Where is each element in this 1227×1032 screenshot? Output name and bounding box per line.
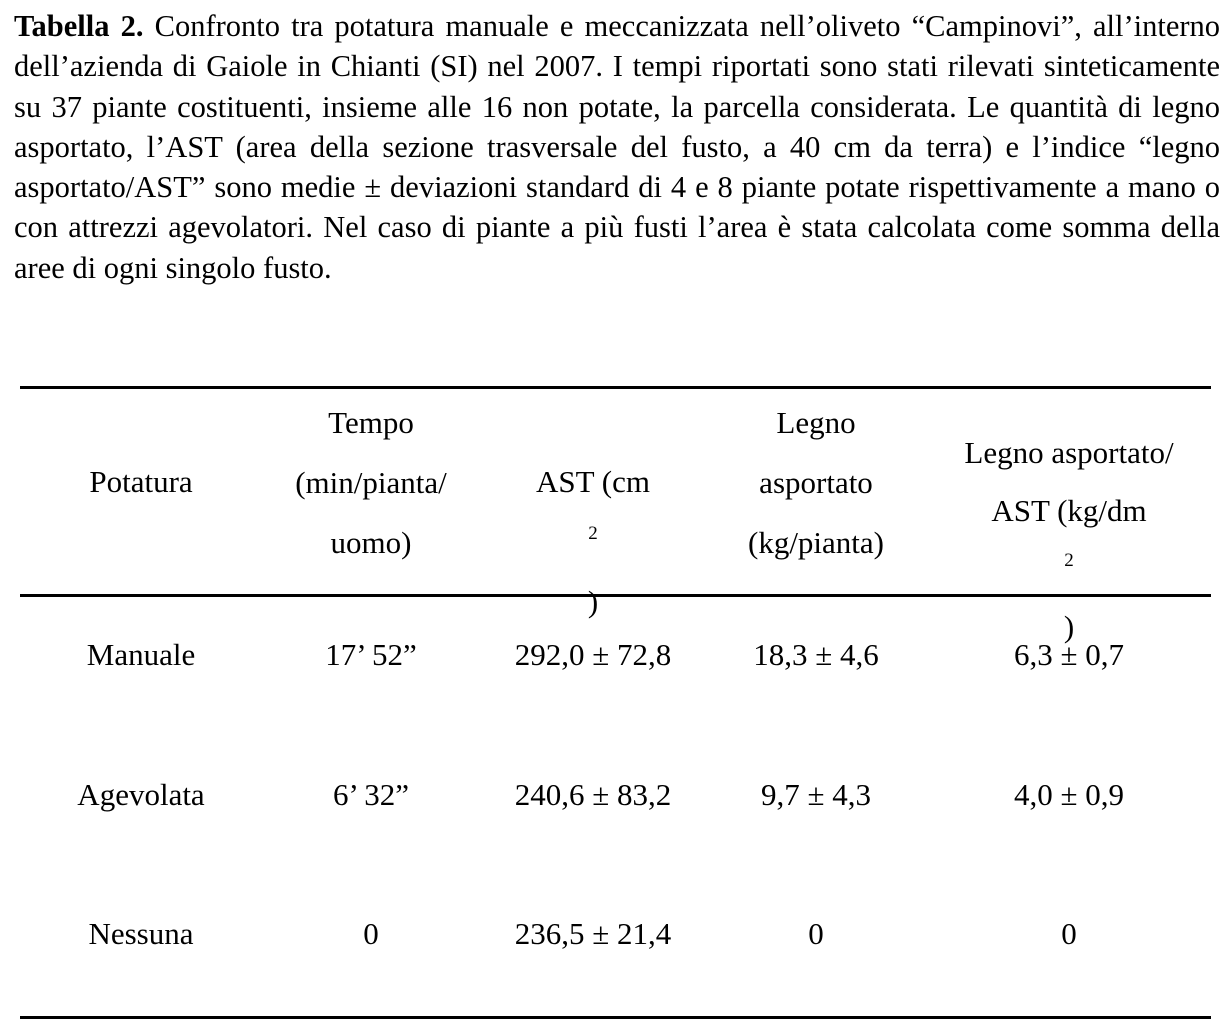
header-legno-line3: (kg/pianta) (747, 525, 885, 560)
header-tempo-line1: Tempo (328, 405, 414, 440)
caption-label: Tabella 2. (14, 9, 144, 43)
row-manuale-legno: 18,3 ± 4,6 (753, 637, 879, 672)
row-manuale-indice: 6,3 ± 0,7 (1013, 637, 1125, 672)
row-agevolata-potatura: Agevolata (77, 777, 205, 812)
header-indice (964, 424, 1173, 656)
header-legno-line1: Legno (776, 405, 856, 440)
caption-text: Confronto tra potatura manuale e meccanizzata nell’oliveto “Campinovi”, all’interno dell’azienda di Gaiole in Chianti (SI) nel 2007. I tempi riportati sono stati rilevati sinteticamente su 37 piante costituenti, insieme alle 16 non potate, la parcella considerata. Le quantità di legno asportato, l’AST (area della sezione trasversale del fusto, a 40 cm da terra) e l’indice “legno asportato/AST” sono medie ± deviazioni standard di 4 e 8 piante potate rispettivamente a mano o con attrezzi agevolatori. Nel caso di piante a più fusti l’area è stata calcolata come somma della aree di ogni singolo fusto. (14, 9, 1221, 285)
row-nessuna-ast: 236,5 ± 21,4 (514, 916, 672, 951)
header-legno-line2: asportato (759, 465, 873, 500)
row-agevolata-tempo: 6’ 32” (332, 777, 410, 812)
row-manuale-ast: 292,0 ± 72,8 (514, 637, 672, 672)
header-potatura: Potatura (89, 464, 193, 499)
row-nessuna-legno: 0 (808, 916, 824, 951)
table-caption (14, 6, 1220, 288)
row-agevolata-legno: 9,7 ± 4,3 (760, 777, 872, 812)
header-tempo-line3: uomo) (330, 525, 412, 560)
header-indice-line2: AST (kg/dm $^2$ ) (991, 493, 1147, 644)
row-manuale-tempo: 17’ 52” (325, 637, 417, 672)
header-legno (748, 393, 884, 573)
row-nessuna-indice: 0 (1061, 916, 1077, 951)
row-agevolata-ast: 240,6 ± 83,2 (514, 777, 672, 812)
table-bottom-rule (20, 1016, 1211, 1019)
header-tempo-line2: (min/pianta/ (295, 465, 447, 500)
header-tempo (295, 393, 447, 573)
row-manuale-potatura: Manuale (86, 637, 196, 672)
row-nessuna-tempo: 0 (363, 916, 379, 951)
header-ast: AST (cm $^2$ ) (536, 464, 650, 619)
header-indice-line1: Legno asportato/ (964, 435, 1174, 470)
row-nessuna-potatura: Nessuna (88, 916, 194, 951)
row-agevolata-indice: 4,0 ± 0,9 (1013, 777, 1125, 812)
table-top-rule (20, 386, 1211, 389)
